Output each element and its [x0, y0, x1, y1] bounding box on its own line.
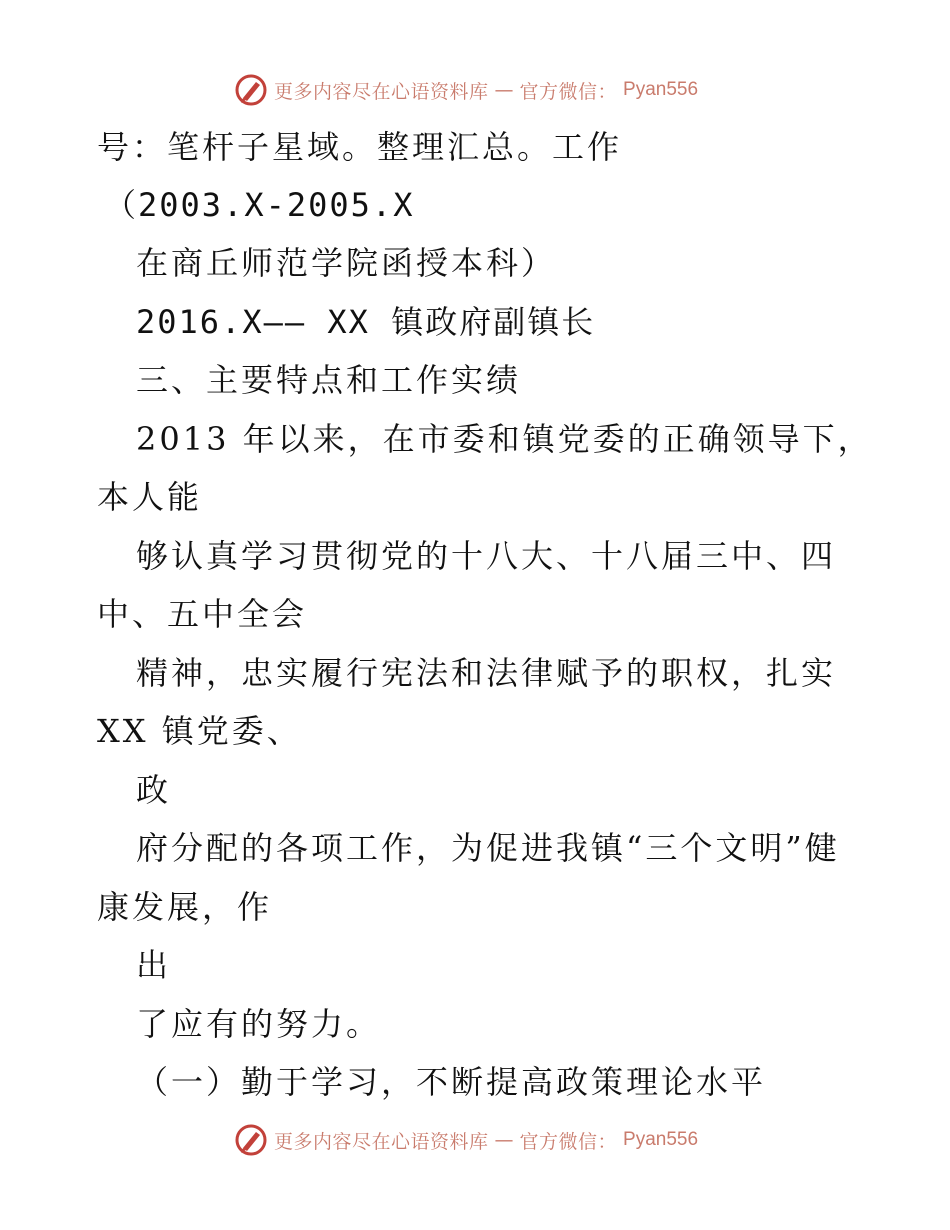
text-line: 精神，忠实履行宪法和法律赋予的职权，扎实 [136, 654, 837, 692]
text-line: 康发展，作 [97, 888, 273, 926]
text-line: 号：笔杆子星域。整理汇总。工作 [97, 128, 623, 166]
text-line: 出 [136, 946, 172, 984]
watermark-text: 更多内容尽在心语资料库 [274, 1130, 489, 1153]
text-line: 三、主要特点和工作实绩 [136, 361, 522, 399]
text-line: 中、五中全会 [97, 595, 308, 633]
text-line: 够认真学习贯彻党的十八大、十八届三中、四 [136, 537, 837, 575]
watermark-wechat-id: Pyan556 [623, 1129, 699, 1150]
pen-logo-icon [234, 73, 268, 107]
section-heading: （一）勤于学习，不断提高政策理论水平 [136, 1063, 767, 1101]
text-line: 本人能 [97, 478, 203, 516]
text-line: 府分配的各项工作，为促进我镇“三个文明”健 [136, 829, 840, 867]
text-line: XX 镇党委、 [97, 712, 302, 750]
text-line: 2016.X—— XX 镇政府副镇长 [136, 303, 596, 341]
text-line: 在商丘师范学院函授本科） [136, 244, 557, 282]
watermark-separator: — [494, 79, 514, 101]
watermark-text: 更多内容尽在心语资料库 [274, 80, 489, 103]
text-line: 政 [136, 771, 172, 809]
watermark-separator: — [494, 1129, 514, 1151]
text-line: 2013 年以来，在市委和镇党委的正确领导下， [136, 420, 873, 458]
watermark-banner-top [234, 73, 698, 107]
watermark-banner-bottom [234, 1123, 698, 1157]
watermark-wechat-id: Pyan556 [623, 79, 699, 100]
text-line: （2003.X-2005.X [104, 186, 415, 224]
watermark-wechat-label: 官方微信： [519, 80, 618, 103]
text-line: 了应有的努力。 [136, 1005, 382, 1043]
pen-logo-icon [234, 1123, 268, 1157]
watermark-wechat-label: 官方微信： [519, 1130, 618, 1153]
